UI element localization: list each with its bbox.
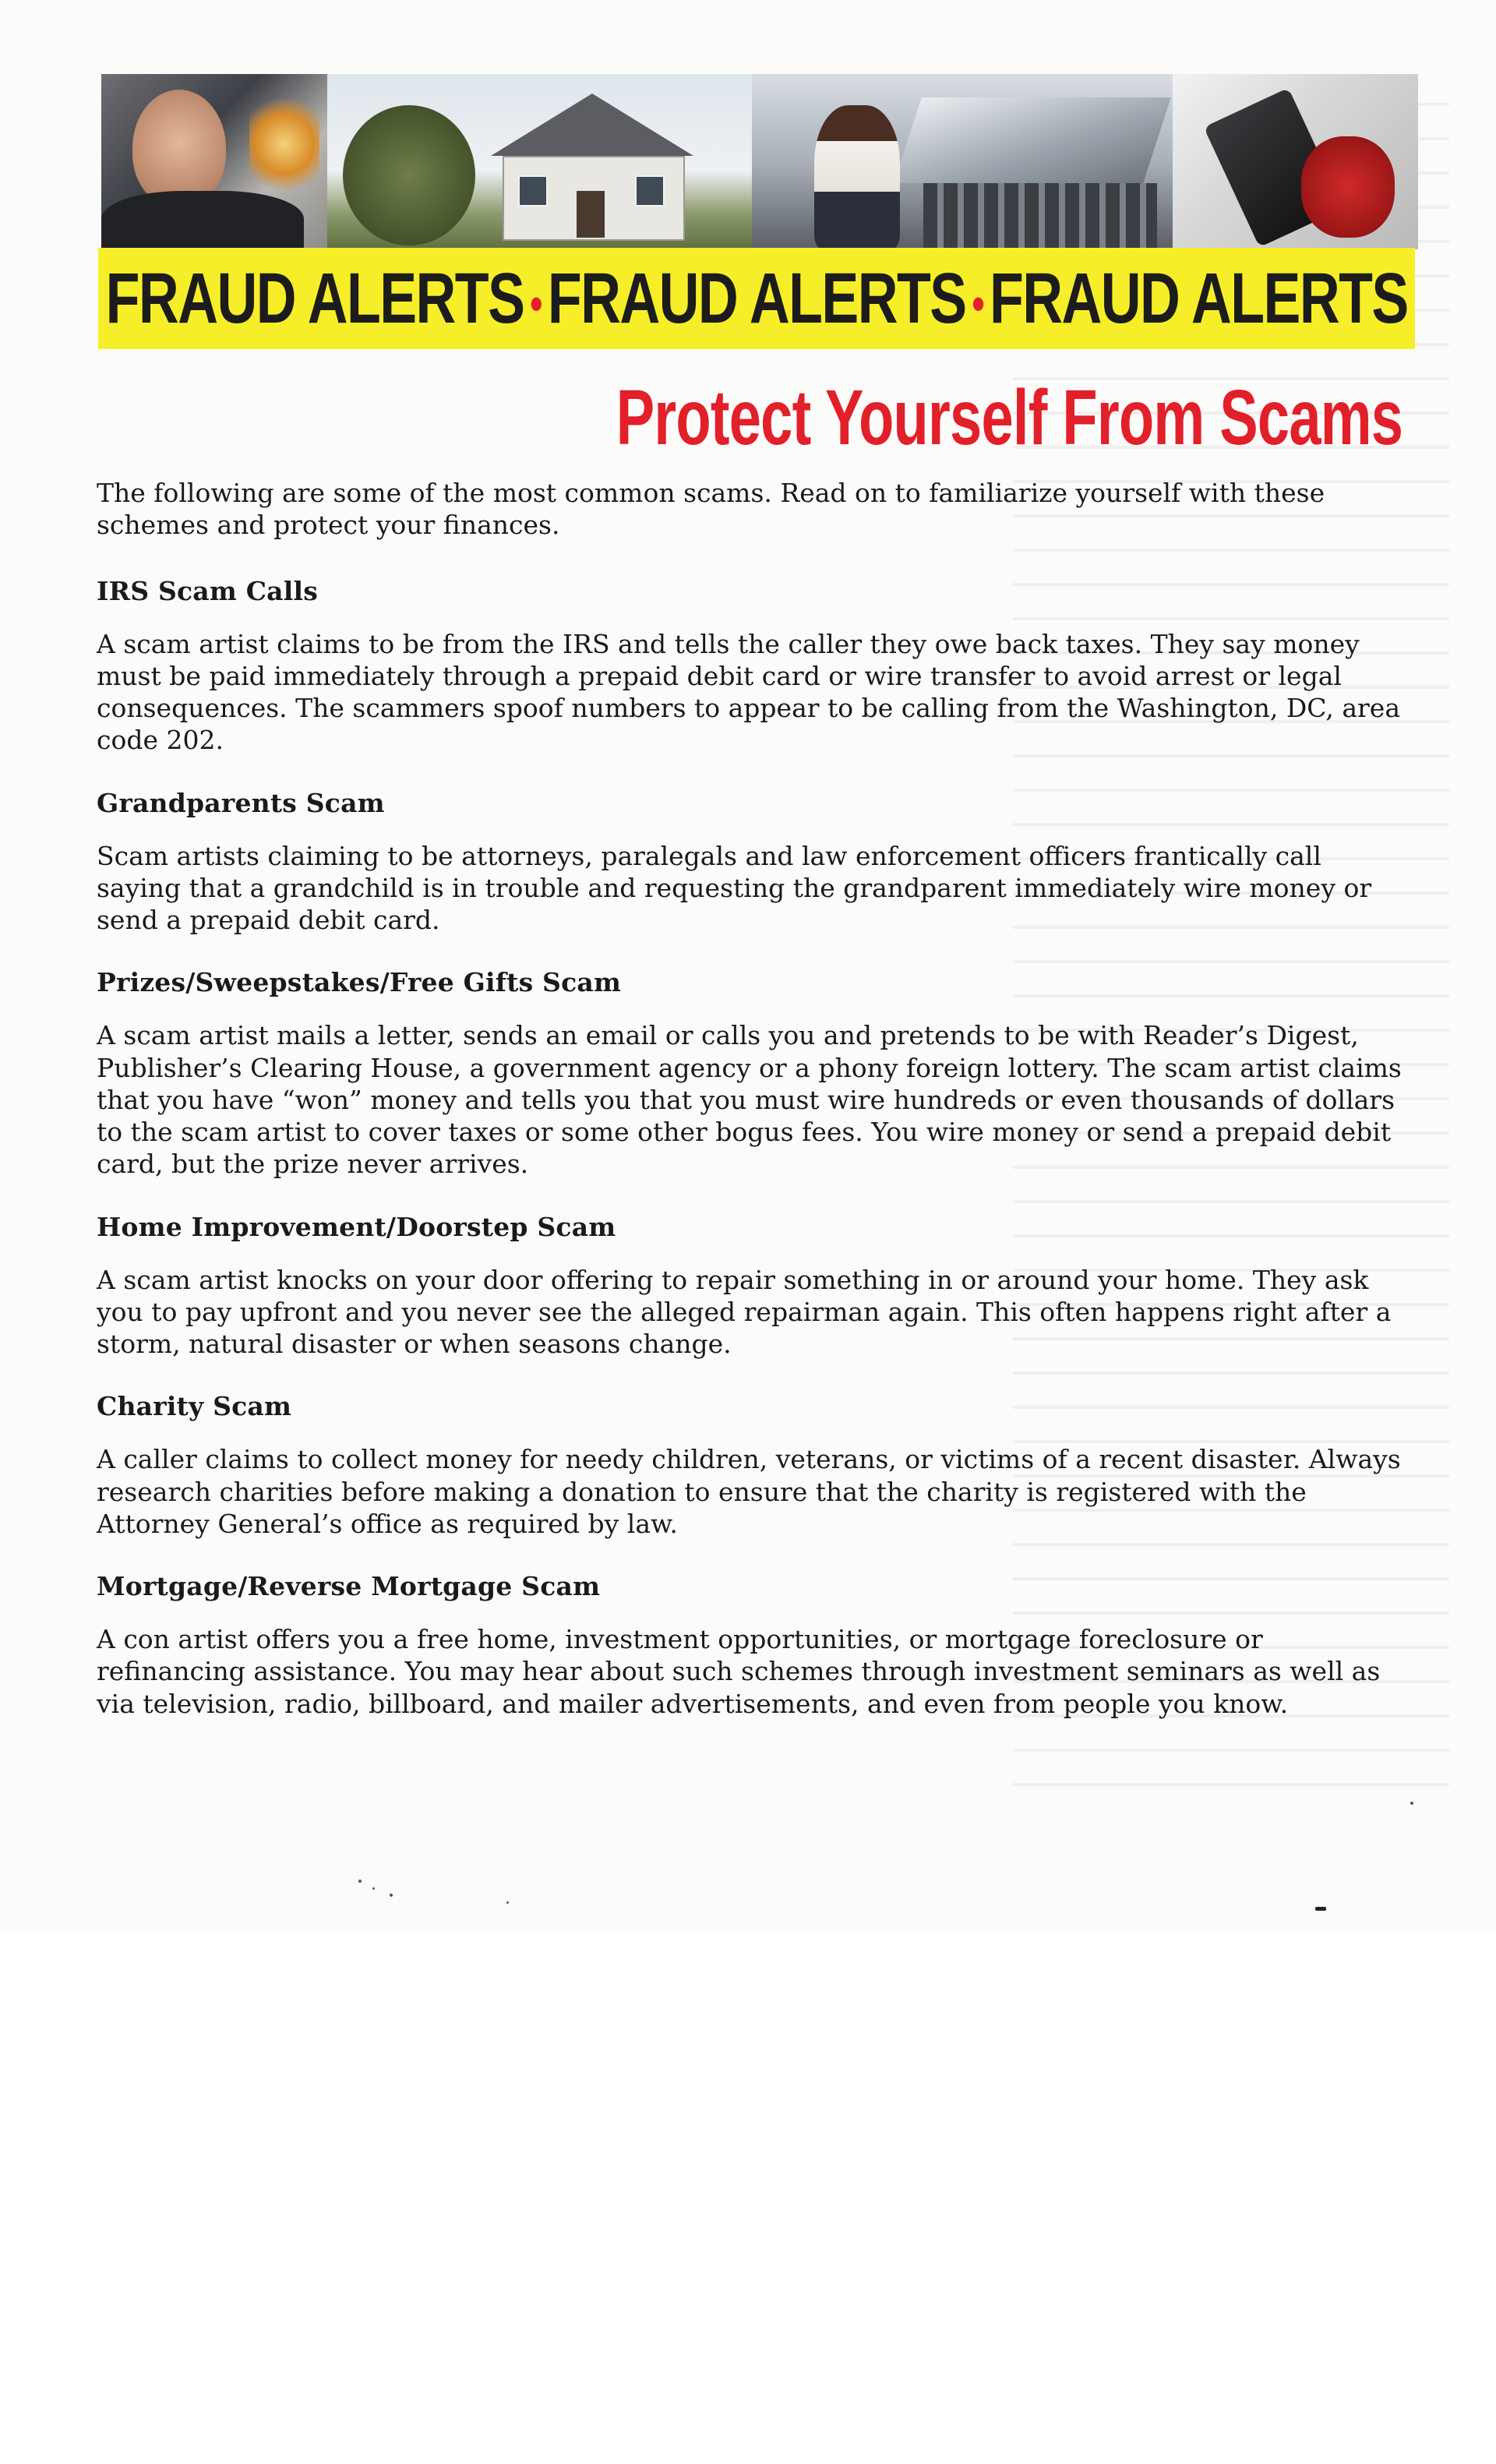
- section-body: A scam artist claims to be from the IRS and tells the caller they owe back taxes. They say money must be paid immediately through a prepaid debit card or wire transfer to avoid arrest or legal consequences. The scammers spoof numbers to appear to be calling from the Washington, DC, area code 202.: [97, 628, 1400, 756]
- section-prizes-scam: [97, 967, 1406, 1180]
- banner-separator: •: [972, 277, 984, 330]
- scan-speck: [390, 1894, 393, 1897]
- section-irs-scam: [97, 576, 1406, 757]
- scan-speck: [372, 1887, 375, 1890]
- section-title: Grandparents Scam: [97, 787, 385, 818]
- section-title: Mortgage/Reverse Mortgage Scam: [97, 1571, 601, 1601]
- section-body: A con artist offers you a free home, investment opportunities, or mortgage foreclosure or refinancing assistance. You may hear about such schemes through investment seminars as well as via television, radio, billboard, and mailer advertisements, and even from people you know.: [97, 1624, 1381, 1719]
- photo-car-repair: [752, 74, 1173, 249]
- banner-text: [105, 258, 1407, 340]
- section-grandparents-scam: [97, 788, 1406, 937]
- section-body: A scam artist knocks on your door offering to repair something in or around your home. They ask you to pay upfront and you never see the alleged repairman again. This often happens right after a storm, natural disaster or when seasons change.: [97, 1264, 1392, 1359]
- scan-speck: [1410, 1802, 1413, 1805]
- banner-word: FRAUD ALERTS: [105, 258, 524, 338]
- section-body: A caller claims to collect money for needy children, veterans, or victims of a recent disaster. Always research charities before making a donation to ensure that the charity is registered with the Attorney General’s office as required by law.: [97, 1444, 1401, 1539]
- section-title: IRS Scam Calls: [97, 575, 318, 606]
- scan-speck: [358, 1880, 362, 1883]
- intro-paragraph: The following are some of the most common scams. Read on to familiarize yourself with these schemes and protect your finances.: [97, 478, 1325, 541]
- page-subtitle: Protect Yourself From Scams: [616, 374, 1402, 461]
- article-content: [97, 477, 1406, 1751]
- header-photo-strip: [101, 74, 1418, 249]
- scan-speck: [1315, 1907, 1326, 1911]
- section-title: Charity Scam: [97, 1391, 292, 1422]
- section-title: Home Improvement/Doorstep Scam: [97, 1211, 616, 1242]
- photo-man: [101, 74, 327, 249]
- scan-speck: [506, 1901, 509, 1904]
- banner-separator: •: [530, 277, 542, 330]
- section-body: Scam artists claiming to be attorneys, paralegals and law enforcement officers frantically call saying that a grandchild is in trouble and requesting the grandparent immediately wire money or send a prepaid debit card.: [97, 840, 1372, 935]
- section-mortgage-scam: [97, 1571, 1406, 1720]
- section-charity-scam: [97, 1391, 1406, 1540]
- section-body: A scam artist mails a letter, sends an email or calls you and pretends to be with Reader’s Digest, Publisher’s Clearing House, a government agency or a phony foreign lottery. The scam artist claims that you have “won” money and tells you that you must wire hundreds or even thousands of dollars to the scam artist to cover taxes or some other bogus fees. You wire money or send a prepaid debit card, but the prize never arrives.: [97, 1020, 1402, 1180]
- fraud-alerts-banner: [98, 248, 1415, 349]
- banner-word: FRAUD ALERTS: [547, 258, 966, 338]
- section-home-improvement-scam: [97, 1212, 1406, 1361]
- photo-phone: [1173, 74, 1418, 249]
- section-title: Prizes/Sweepstakes/Free Gifts Scam: [97, 967, 622, 998]
- photo-house: [327, 74, 752, 249]
- banner-word: FRAUD ALERTS: [989, 258, 1408, 338]
